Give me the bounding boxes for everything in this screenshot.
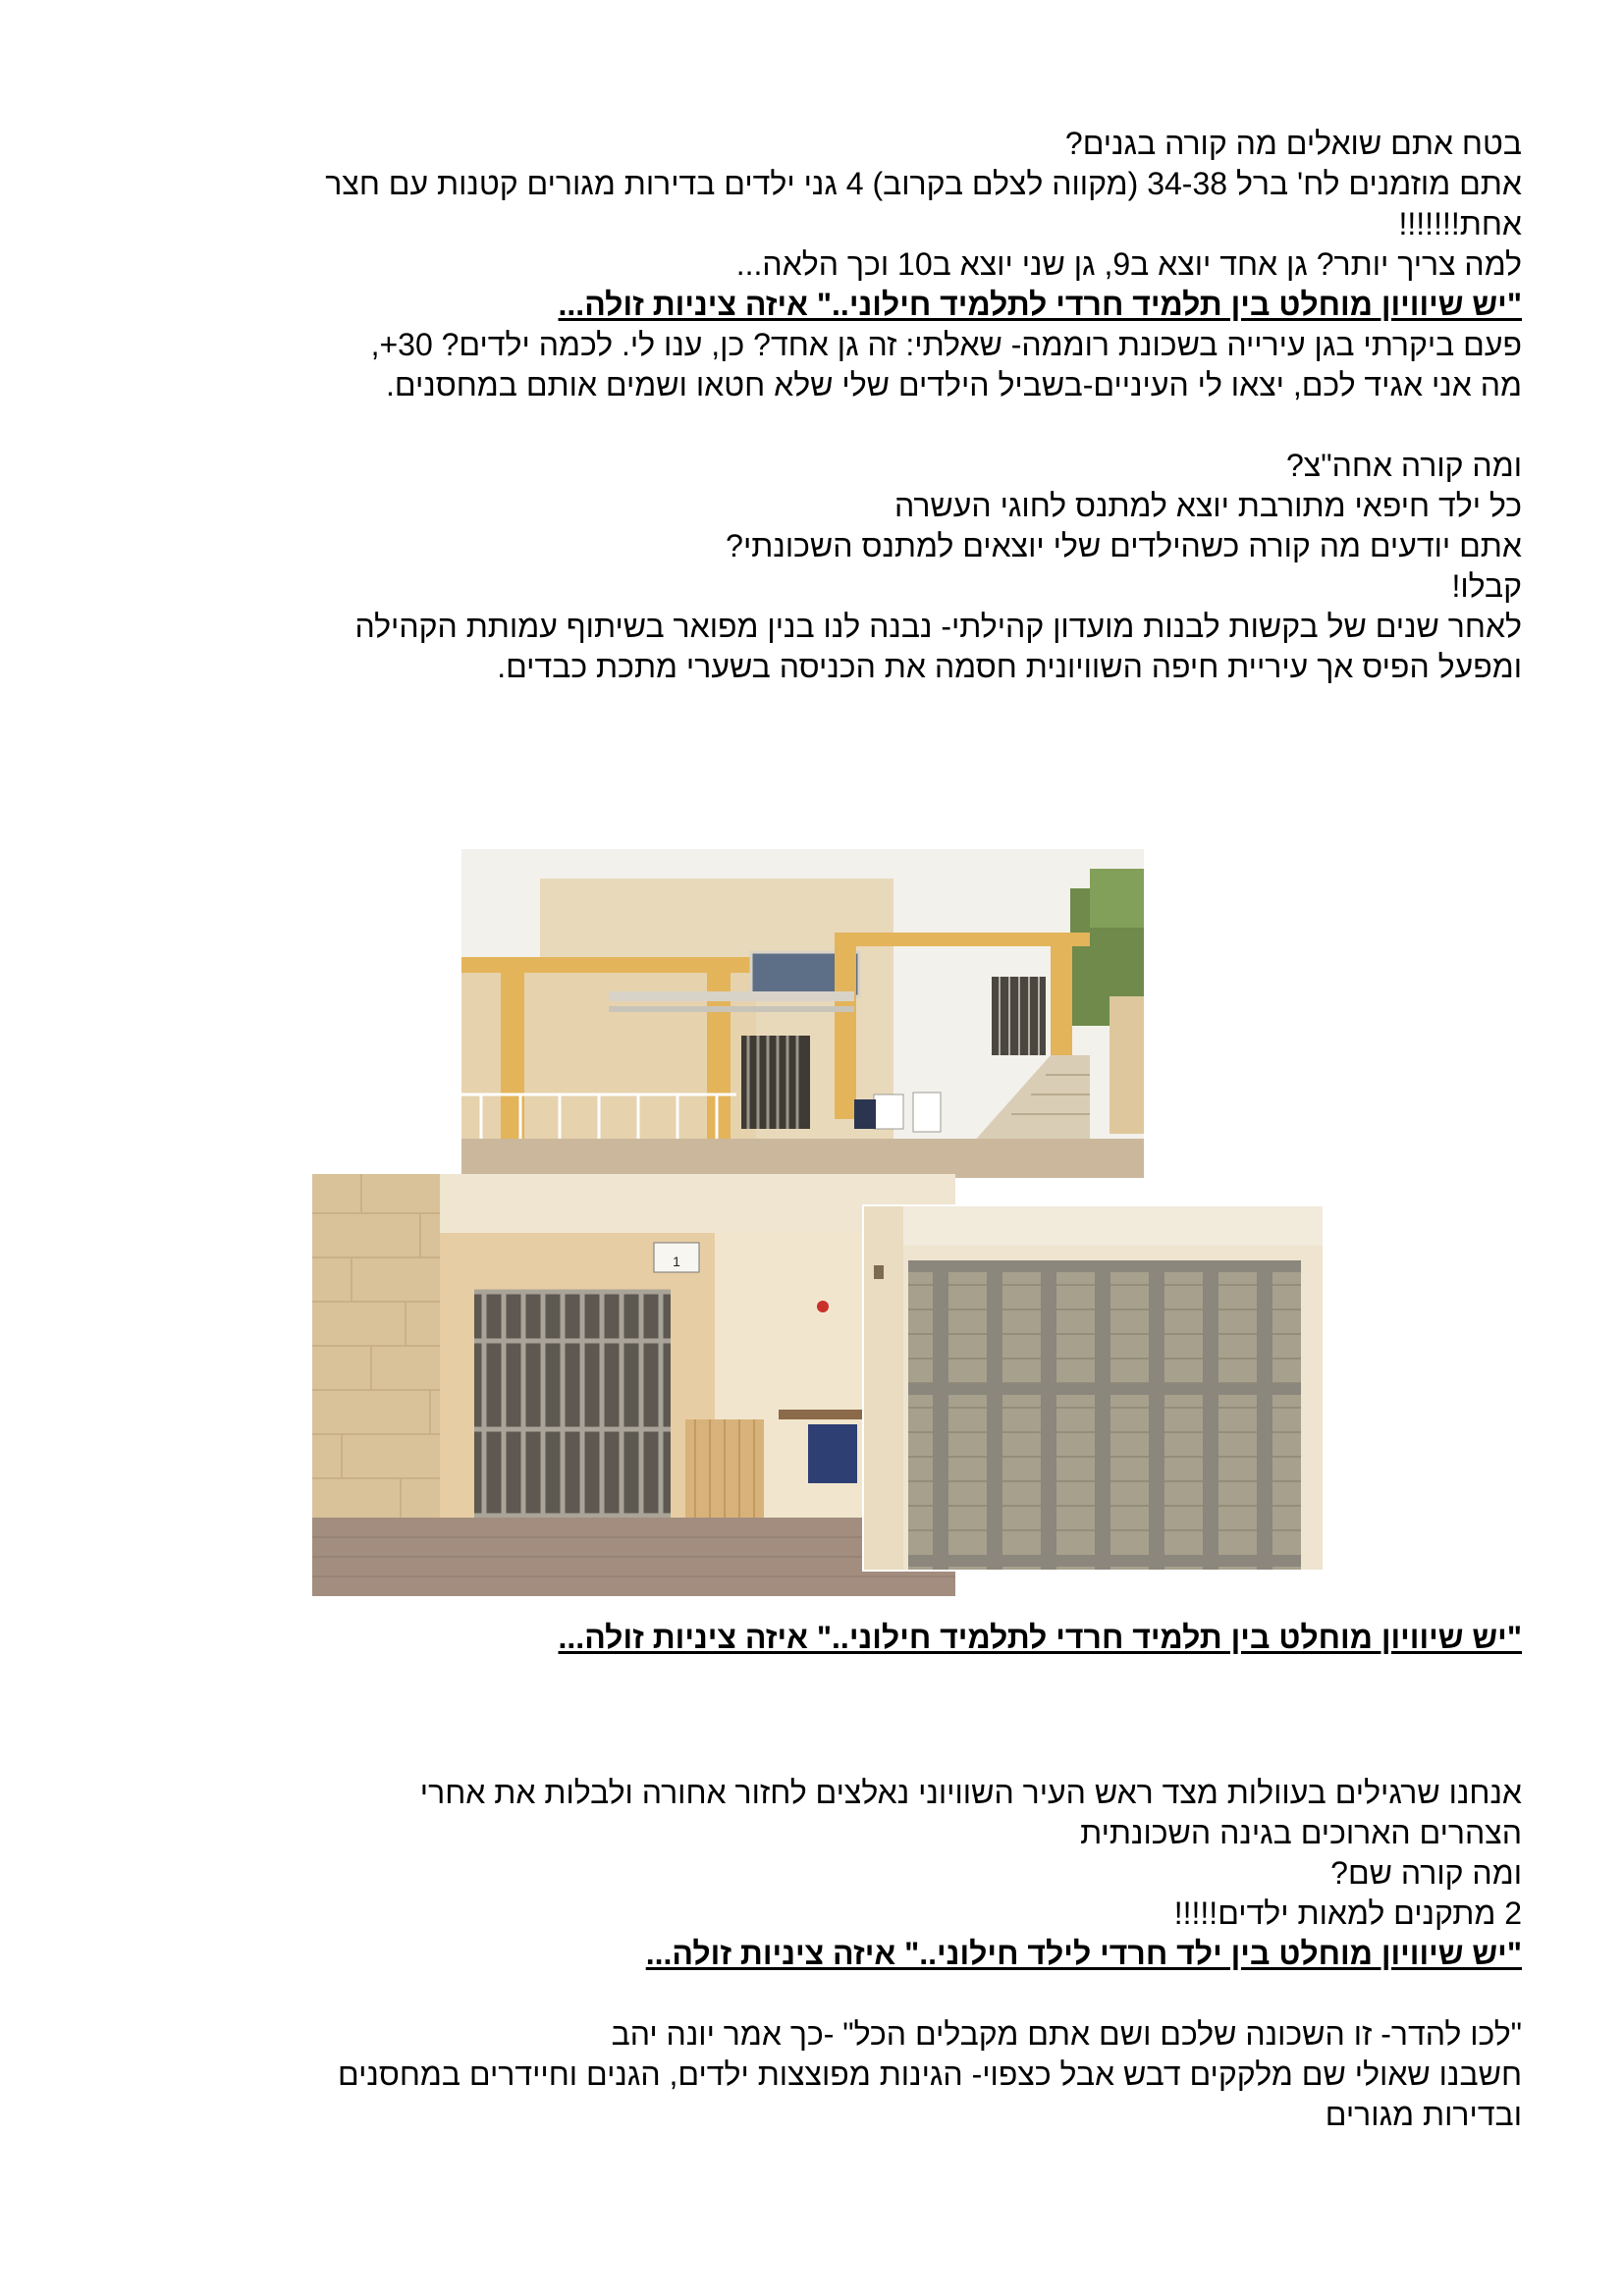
blank-line — [147, 1974, 1522, 2014]
underlined-headline: "יש שיוויון מוחלט בין תלמיד חרדי לתלמיד חילוני.." איזה ציניות זולה... — [558, 287, 1522, 322]
gated-entrance-photo — [312, 1174, 955, 1596]
paragraph-line: מה אני אגיד לכם, יצאו לי העיניים-בשביל הילדים שלי שלא חטאו ושמים אותם במחסנים. — [386, 367, 1522, 402]
paragraph-line: ומפעל הפיס אך עיריית חיפה השוויונית חסמה את הכניסה בשערי מתכת כבדים. — [497, 649, 1522, 684]
paragraph-line: 2 מתקנים למאות ילדים!!!!! — [1173, 1896, 1522, 1931]
paragraph-line: ומה קורה אחה"צ? — [1286, 448, 1522, 483]
paragraph-line: "לכו להדר- זו השכונה שלכם ושם אתם מקבלים הכל" -כך אמר יונה יהב — [611, 2016, 1522, 2052]
paragraph-line: פעם ביקרתי בגן עירייה בשכונת רוממה- שאלתי: זה גן אחד? כן, ענו לי. לכמה ילדים? 30+, — [370, 327, 1522, 362]
community-building-illustration — [461, 849, 1144, 1178]
blank-line — [147, 405, 1522, 446]
underlined-headline: "יש שיוויון מוחלט בין תלמיד חרדי לתלמיד חילוני.." איזה ציניות זולה... — [558, 1620, 1522, 1655]
paragraph-line: אחת!!!!!!! — [1398, 206, 1522, 241]
blank-line — [147, 1733, 1522, 1773]
community-building-photo — [461, 849, 1144, 1178]
gate-closeup-photo — [862, 1204, 1325, 1572]
paragraph-line: אתם מוזמנים לח' ברל 34-38 (מקווה לצלם בקרוב) 4 גני ילדים בדירות מגורים קטנות עם חצר — [325, 166, 1522, 201]
underlined-headline: "יש שיוויון מוחלט בין ילד חרדי לילד חילוני.." איזה ציניות זולה... — [645, 1936, 1522, 1971]
section-two-text-block — [147, 1733, 1522, 2135]
paragraph-line: ומה קורה שם? — [1330, 1855, 1522, 1891]
paragraph-line: לאחר שנים של בקשות לבנות מועדון קהילתי- נבנה לנו בנין מפואר בשיתוף עמותת הקהילה — [354, 609, 1522, 644]
paragraph-line: אנחנו שרגילים בעוולות מצד ראש העיר השוויוני נאלצים לחזור אחורה ולבלות את אחרי — [419, 1775, 1522, 1810]
gated-entrance-illustration — [312, 1174, 955, 1596]
paragraph-line: ובדירות מגורים — [1325, 2097, 1522, 2132]
door-number-sign: 1 — [673, 1254, 680, 1269]
paragraph-line: למה צריך יותר? גן אחד יוצא ב9, גן שני יוצא ב10 וכך הלאה... — [735, 246, 1522, 282]
paragraph-line: כל ילד חיפאי מתורבת יוצא למתנס לחוגי העשרה — [893, 488, 1522, 523]
paragraph-line: אתם יודעים מה קורה כשהילדים שלי יוצאים למתנס השכונתי? — [726, 528, 1522, 563]
paragraph-line: חשבנו שאולי שם מלקקים דבש אבל כצפוי- הגינות מפוצצות ילדים, הגנים וחיידרים במחסנים — [338, 2056, 1522, 2092]
paragraph-line: קבלו! — [1451, 568, 1522, 604]
intro-text-block — [147, 124, 1522, 687]
repeat-headline-block — [147, 1618, 1522, 1658]
gate-closeup-illustration — [864, 1206, 1323, 1570]
paragraph-line: הצהרים הארוכים בגינה השכונתית — [1080, 1815, 1522, 1850]
paragraph-line: בטח אתם שואלים מה קורה בגנים? — [1064, 126, 1522, 161]
